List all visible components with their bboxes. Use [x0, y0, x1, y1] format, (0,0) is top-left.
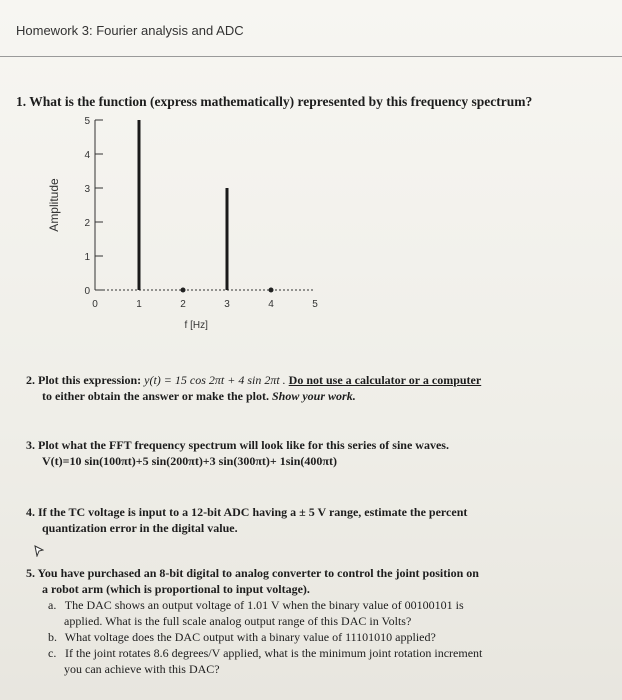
- x-axis-label: f [Hz]: [184, 320, 208, 331]
- x-tick-label: 5: [312, 299, 318, 310]
- question-1: 1. What is the function (express mathematically) represented by this frequency spectrum?: [16, 94, 533, 109]
- x-tick-label: 1: [136, 299, 142, 310]
- y-axis-label: Amplitude: [47, 178, 61, 232]
- chart-layer: [47, 116, 318, 331]
- y-tick-label: 3: [84, 184, 90, 195]
- q5-a-line2: applied. What is the full scale analog output range of this DAC in Volts?: [64, 614, 412, 628]
- page-header: Homework 3: Fourier analysis and ADC: [16, 23, 244, 38]
- q5-a-line1: The DAC shows an output voltage of 1.01 V when the binary value of 00100101 is: [64, 598, 464, 612]
- x-tick-label: 0: [92, 299, 98, 310]
- question-2: [26, 372, 606, 404]
- y-tick-label: 4: [84, 150, 90, 161]
- spectrum-point: [269, 288, 274, 293]
- q5-b-line1: What voltage does the DAC output with a binary value of 11101010 applied?: [64, 630, 436, 644]
- q5-c-line1: If the joint rotates 8.6 degrees/V applied, what is the minimum joint rotation increment: [65, 646, 483, 660]
- q5-line2: a robot arm (which is proportional to input voltage).: [42, 582, 310, 596]
- q5-part-b: [48, 629, 606, 645]
- question-3: [26, 437, 606, 469]
- q5-c-label: c.: [48, 646, 57, 660]
- q5-a-label: a.: [48, 598, 57, 612]
- q2-warning: Do not use a calculator or a computer: [288, 373, 482, 387]
- q2-lead: Plot this expression:: [38, 373, 142, 387]
- y-tick-label: 1: [84, 252, 90, 263]
- frequency-spectrum-chart: [40, 110, 340, 340]
- q5-part-a: [48, 597, 606, 613]
- q2-line2: to either obtain the answer or make the plot.: [42, 389, 269, 403]
- y-tick-label: 0: [84, 286, 90, 297]
- q5-b-label: b.: [48, 630, 57, 644]
- q5-part-c: [48, 645, 606, 661]
- q3-line2: V(t)=10 sin(100πt)+5 sin(200πt)+3 sin(300πt)+ 1sin(400πt): [42, 454, 337, 468]
- mouse-cursor-icon: [34, 545, 44, 557]
- q4-line1: 4. If the TC voltage is input to a 12-bit ADC having a ± 5 V range, estimate the percent: [26, 505, 468, 519]
- y-tick-label: 2: [84, 218, 90, 229]
- x-tick-label: 3: [224, 299, 230, 310]
- x-tick-label: 2: [180, 299, 186, 310]
- q3-line1: 3. Plot what the FFT frequency spectrum will look like for this series of sine waves.: [26, 438, 449, 452]
- q2-show-work: Show your work.: [272, 389, 356, 403]
- q5-line1: 5. You have purchased an 8-bit digital to analog converter to control the joint position on: [26, 566, 479, 580]
- q2-expression: y(t) = 15 cos 2πt + 4 sin 2πt .: [144, 373, 286, 387]
- y-tick-label: 5: [84, 116, 90, 127]
- spectrum-point: [181, 288, 186, 293]
- header-divider: [0, 56, 622, 57]
- question-4: [26, 504, 606, 536]
- q5-c-line2: you can achieve with this DAC?: [64, 662, 220, 676]
- x-tick-label: 4: [268, 299, 274, 310]
- q2-number: 2.: [26, 373, 35, 387]
- q4-line2: quantization error in the digital value.: [42, 521, 238, 535]
- question-5: [26, 565, 606, 677]
